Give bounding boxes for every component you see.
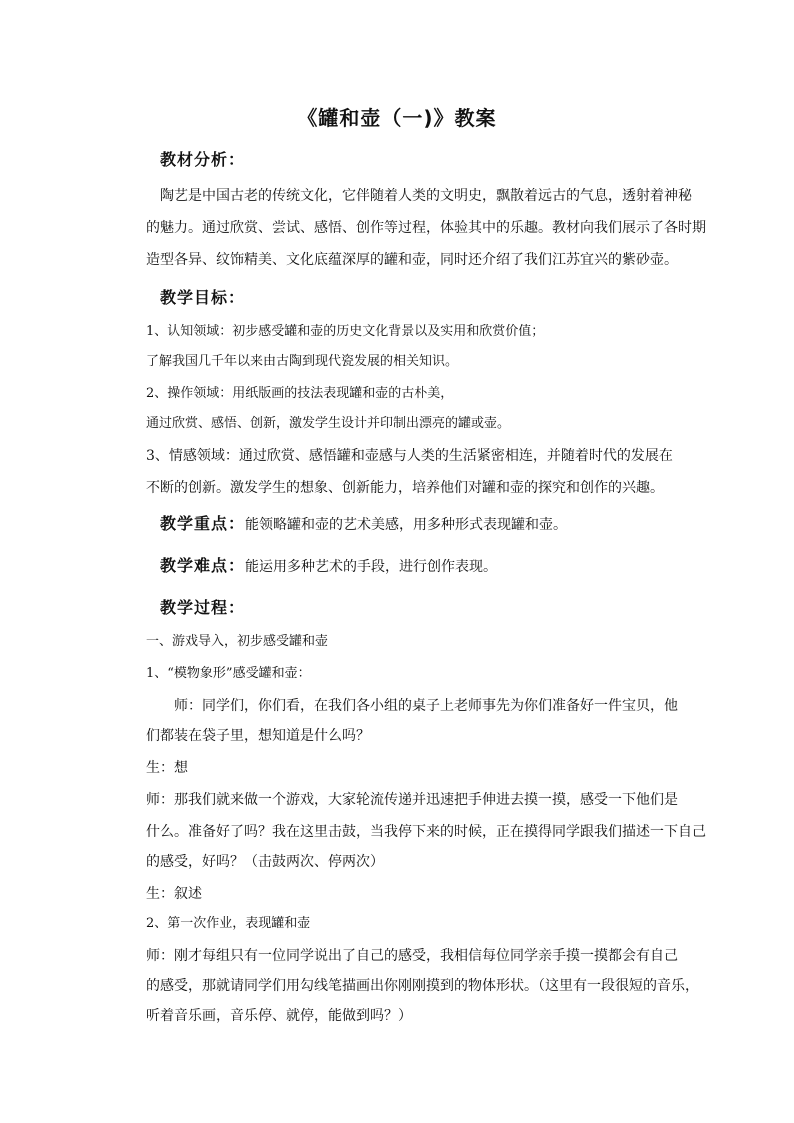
process-line-9: 生：叙述 bbox=[146, 886, 202, 902]
heading-process: 教学过程： bbox=[160, 598, 246, 617]
heading-difficulty: 教学难点： bbox=[160, 556, 246, 575]
process-line-5: 生：想 bbox=[146, 760, 188, 776]
analysis-line-1: 陶艺是中国古老的传统文化，它伴随着人类的文明史，飘散着远古的气息，透射着神秘 bbox=[146, 188, 692, 204]
process-line-2: 1、“模物象形”感受罐和壶： bbox=[146, 666, 311, 681]
goals-line-6: 不断的创新。激发学生的想象、创新能力，培养他们对罐和壶的探究和创作的兴趣。 bbox=[146, 480, 664, 496]
heading-focus: 教学重点： bbox=[160, 514, 246, 533]
focus-row bbox=[160, 512, 567, 537]
process-line-10: 2、第一次作业，表现罐和壶 bbox=[146, 916, 311, 931]
process-line-13: 听着音乐画，音乐停、就停，能做到吗？） bbox=[146, 1008, 412, 1024]
process-line-4: 们都装在袋子里，想知道是什么吗？ bbox=[146, 728, 370, 744]
process-line-8: 的感受，好吗？（击鼓两次、停两次） bbox=[146, 854, 384, 870]
analysis-line-3: 造型各异、纹饰精美、文化底蕴深厚的罐和壶，同时还介绍了我们江苏宜兴的紫砂壶。 bbox=[146, 252, 678, 268]
analysis-line-2: 的魅力。通过欣赏、尝试、感悟、创作等过程，体验其中的乐趣。教材向我们展示了各时期 bbox=[146, 220, 706, 236]
process-line-11: 师：刚才每组只有一位同学说出了自己的感受，我相信每位同学亲手摸一摸都会有自己 bbox=[146, 948, 678, 964]
goals-line-1: 1、认知领域：初步感受罐和壶的历史文化背景以及实用和欣赏价值； bbox=[146, 324, 545, 339]
process-line-6: 师：那我们就来做一个游戏，大家轮流传递并迅速把手伸进去摸一摸，感受一下他们是 bbox=[146, 792, 678, 808]
heading-analysis: 教材分析： bbox=[160, 150, 246, 169]
goals-line-5: 3、情感领域：通过欣赏、感悟罐和壶感与人类的生活紧密相连，并随着时代的发展在 bbox=[146, 448, 673, 464]
process-line-3: 师：同学们，你们看，在我们各小组的桌子上老师事先为你们准备好一件宝贝，他 bbox=[146, 698, 678, 714]
difficulty-row bbox=[160, 554, 497, 579]
goals-line-2: 了解我国几千年以来由古陶到现代瓷发展的相关知识。 bbox=[146, 354, 459, 369]
process-line-12: 的感受，那就请同学们用勾线笔描画出你刚刚摸到的物体形状。（这里有一段很短的音乐， bbox=[146, 978, 699, 994]
difficulty-text: 能运用多种艺术的手段，进行创作表现。 bbox=[245, 559, 498, 575]
focus-text: 能领略罐和壶的艺术美感，用多种形式表现罐和壶。 bbox=[245, 517, 568, 533]
document-title: 《罐和壶（一)》教案 bbox=[297, 106, 497, 130]
heading-goals: 教学目标： bbox=[160, 288, 246, 307]
process-line-7: 什么。准备好了吗？我在这里击鼓，当我停下来的时候，正在摸得同学跟我们描述一下自己 bbox=[146, 824, 706, 840]
goals-line-4: 通过欣赏、感悟、创新，激发学生设计并印制出漂亮的罐或壶。 bbox=[146, 416, 511, 431]
goals-line-3: 2、操作领域：用纸版画的技法表现罐和壶的古朴美， bbox=[146, 386, 454, 401]
process-line-1: 一、游戏导入，初步感受罐和壶 bbox=[146, 634, 329, 649]
